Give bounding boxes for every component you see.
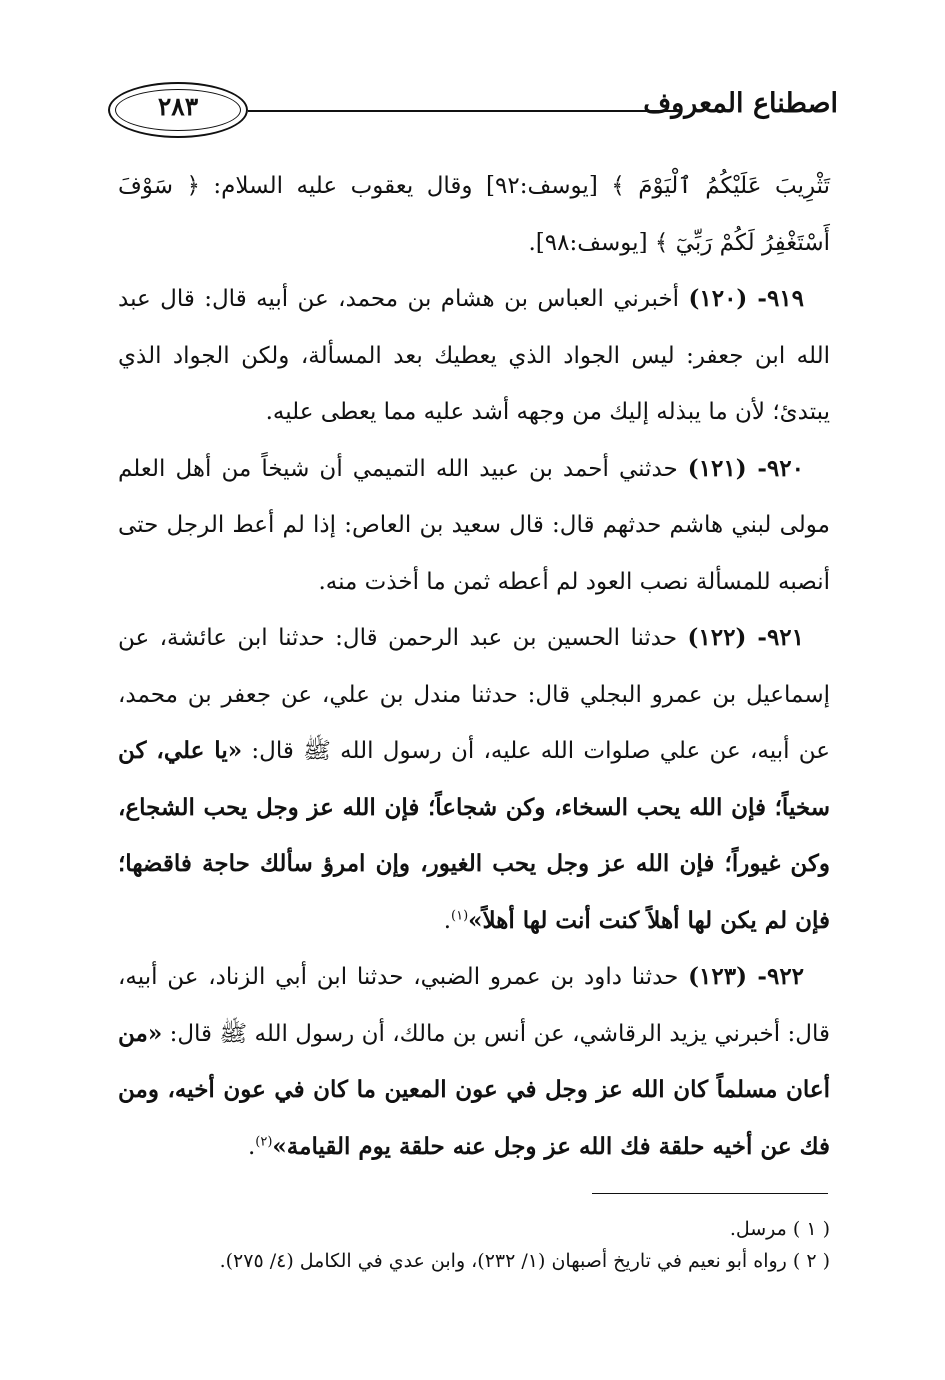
paragraph-continuation [118,158,830,271]
book-title: اصطناع المعروف [643,88,838,119]
footnote-marker: (١) [451,907,469,923]
paragraph-text: [يوسف:٩٢] وقال يعقوب عليه السلام: ﴿ سَوْفَ أَسْتَغْفِرُ لَكُمْ رَبِّيٓ ﴾ [يوسف:٩٨]. [118,173,830,256]
paragraph-text: حدثنا الحسين بن عبد الرحمن قال: حدثنا ابن عائشة، عن إسماعيل بن عمرو البجلي قال: حدثنا مندل بن علي، عن جعفر بن محمد، عن أبيه، عن علي صلوات الله عليه، أن رسول الله ﷺ قال: [118,625,830,764]
footnotes [150,1213,830,1277]
report-number: ٩١٩- (١٢٠) [688,285,804,312]
paragraph-920 [118,441,830,611]
paragraph-919 [118,271,830,441]
main-text [118,158,830,1175]
report-number: ٩٢٠- (١٢١) [687,454,804,482]
running-header [108,82,838,144]
quran-verse: تَثْرِيبَ عَلَيْكُمُ ٱلْيَوْمَ ﴾ [611,173,830,199]
report-number: ٩٢٢- (١٢٣) [688,963,805,990]
hadith-text: «يا علي، كن سخياً؛ فإن الله يحب السخاء، وكن شجاعاً؛ فإن الله عز وجل يحب الشجاع، وكن غيوراً؛ فإن الله عز وجل يحب الغيور، وإن امرؤ سألك حاجة فاقضها؛ فإن لم يكن لها أهلاً كنت أنت لها أهلاً» [118,737,830,934]
paragraph-922: ٩٢٢- (١٢٣) حدثنا داود بن عمرو الضبي، حدثنا ابن أبي الزناد، عن أبيه، قال: أخبرني يزيد الرقاشي، عن أنس بن مالك، أن رسول الله ﷺ قال: «من أعان مسلماً كان الله عز وجل في عون المعين ما كان في عون أخيه، ومن فك عن أخيه حلقة فك الله عز وجل عنه حلقة يوم القيامة»$^{(٢)}$. [118,963,830,1160]
paragraph-text: حدثنا داود بن عمرو الضبي، حدثنا ابن أبي الزناد، عن أبيه، قال: أخبرني يزيد الرقاشي، عن أنس بن مالك، أن رسول الله ﷺ قال: [118,964,830,1047]
page-number: ٢٨٣ [157,92,199,121]
header-rule [248,110,678,112]
paragraph-text: أخبرني العباس بن هشام بن محمد، عن أبيه قال: قال عبد الله ابن جعفر: ليس الجواد الذي يعطيك بعد المسألة، ولكن الجواد الذي يبتدئ؛ لأن ما يبذله إليك من وجهه أشد عليه مما يعطى عليه. [118,286,830,425]
paragraph-text: حدثني أحمد بن عبيد الله التميمي أن شيخاً من أهل العلم مولى لبني هاشم حدثهم قال: قال سعيد بن العاص: إذا لم أعط الرجل حتى أنصبه للمسألة نصب العود لم أعطه ثمن ما أخذت منه. [118,455,830,595]
report-number: ٩٢١- (١٢٢) [687,624,805,651]
hadith-text: «من أعان مسلماً كان الله عز وجل في عون المعين ما كان في عون أخيه، ومن فك عن أخيه حلقة فك الله عز وجل عنه حلقة يوم القيامة» [118,1019,830,1160]
footnote-2: ( ٢ ) رواه أبو نعيم في تاريخ أصبهان (١/ ٢٣٢)، وابن عدي في الكامل (٤/ ٢٧٥). [219,1250,830,1272]
footnote-1: ( ١ ) مرسل. [729,1218,830,1240]
paragraph-921: ٩٢١- (١٢٢) حدثنا الحسين بن عبد الرحمن قال: حدثنا ابن عائشة، عن إسماعيل بن عمرو البجلي قال: حدثنا مندل بن علي، عن جعفر بن محمد، عن أبيه، عن علي صلوات الله عليه، أن رسول الله ﷺ قال: «يا علي، كن سخياً؛ فإن الله يحب السخاء، وكن شجاعاً؛ فإن الله عز وجل يحب الشجاع، وكن غيوراً؛ فإن الله عز وجل يحب الغيور، وإن امرؤ سألك حاجة فاقضها؛ فإن لم يكن لها أهلاً كنت أنت لها أهلاً»$^{(١)}$. [118,624,830,934]
footnote-separator [592,1193,828,1194]
footnote-marker: (٢) [255,1133,273,1149]
